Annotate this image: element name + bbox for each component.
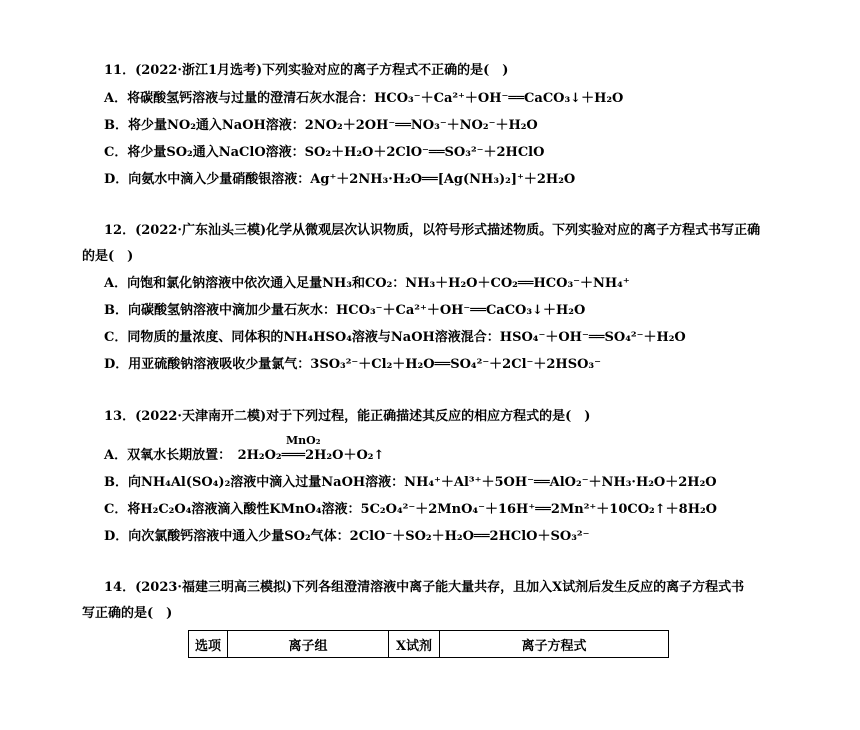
q12-option-c: C．同物质的量浓度、同体积的NH₄HSO₄溶液与NaOH溶液混合：HSO₄⁻＋OH⁻══SO₄²⁻＋H₂O (104, 330, 686, 345)
table-header-ionic-equation: 离子方程式 (440, 631, 669, 658)
q13-stem: 13．(2022·天津南开二模)对于下列过程，能正确描述其反应的相应方程式的是( ) (104, 409, 591, 424)
q11-stem: 11．(2022·浙江1月选考)下列实验对应的离子方程式不正确的是( ) (104, 63, 509, 78)
q14-stem-line2: 写正确的是( ) (82, 606, 173, 621)
q13-option-c: C．将H₂C₂O₄溶液滴入酸性KMnO₄溶液：5C₂O₄²⁻＋2MnO₄⁻＋16H⁺══2Mn²⁺＋10CO₂↑＋8H₂O (104, 502, 717, 517)
q11-option-b: B．将少量NO₂通入NaOH溶液：2NO₂＋2OH⁻══NO₃⁻＋NO₂⁻＋H₂O (104, 118, 538, 133)
q14-stem-line1: 14．(2023·福建三明高三模拟)下列各组澄清溶液中离子能大量共存，且加入X试剂后发生反应的离子方程式书 (104, 580, 745, 595)
q11-option-c: C．将少量SO₂通入NaClO溶液：SO₂＋H₂O＋2ClO⁻══SO₃²⁻＋2HClO (104, 145, 545, 160)
q12-stem-line1: 12．(2022·广东汕头三模)化学从微观层次认识物质，以符号形式描述物质。下列实验对应的离子方程式书写正确 (104, 223, 761, 238)
q11-option-a: A．将碳酸氢钙溶液与过量的澄清石灰水混合：HCO₃⁻＋Ca²⁺＋OH⁻══CaCO₃↓＋H₂O (104, 91, 624, 106)
q13-option-d: D．向次氯酸钙溶液中通入少量SO₂气体：2ClO⁻＋SO₂＋H₂O══2HClO＋SO₃²⁻ (104, 529, 590, 544)
q12-stem-line2: 的是( ) (82, 249, 134, 264)
q14-options-table (188, 630, 669, 658)
table-header-option: 选项 (189, 631, 228, 658)
q12-option-d: D．用亚硫酸钠溶液吸收少量氯气：3SO₃²⁻＋Cl₂＋H₂O══SO₄²⁻＋2Cl⁻＋2HSO₃⁻ (104, 357, 601, 372)
q12-option-b: B．向碳酸氢钠溶液中滴加少量石灰水：HCO₃⁻＋Ca²⁺＋OH⁻══CaCO₃↓＋H₂O (104, 303, 586, 318)
table-header-row (189, 631, 669, 658)
q12-option-a: A．向饱和氯化钠溶液中依次通入足量NH₃和CO₂：NH₃＋H₂O＋CO₂══HCO₃⁻＋NH₄⁺ (104, 276, 630, 291)
q13-option-a: A．双氧水长期放置： 2H₂O₂═══2H₂O＋O₂↑ (104, 448, 385, 463)
q13-option-b: B．向NH₄Al(SO₄)₂溶液中滴入过量NaOH溶液：NH₄⁺＋Al³⁺＋5OH⁻══AlO₂⁻＋NH₃·H₂O＋2H₂O (104, 475, 717, 490)
q11-option-d: D．向氨水中滴入少量硝酸银溶液：Ag⁺＋2NH₃·H₂O══[Ag(NH₃)₂]⁺＋2H₂O (104, 172, 576, 187)
q13-reaction-condition: MnO₂ (286, 434, 321, 447)
table-header-x-reagent: X试剂 (389, 631, 440, 658)
table-header-ion-group: 离子组 (228, 631, 389, 658)
